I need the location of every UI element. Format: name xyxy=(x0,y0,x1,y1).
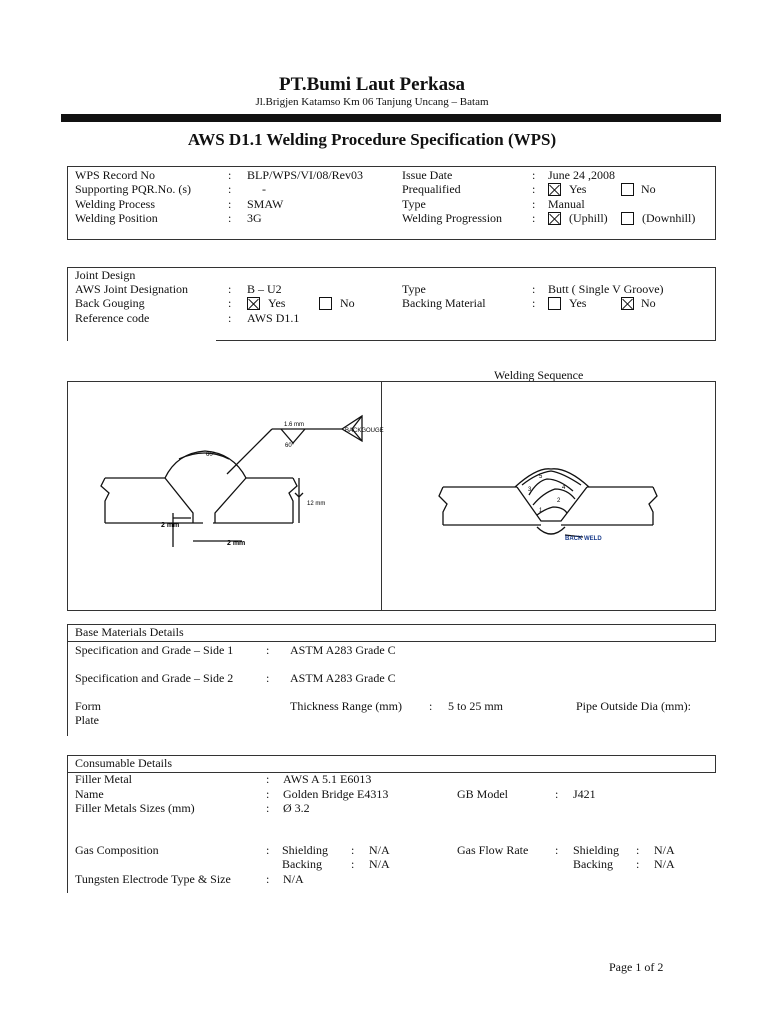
welding-process-label: Welding Process xyxy=(75,197,156,211)
prequalified-no-label: No xyxy=(641,182,656,196)
welding-process-value: SMAW xyxy=(247,197,284,211)
side2-label: Specification and Grade – Side 2 xyxy=(75,671,234,685)
flow-backing-label: Backing xyxy=(573,857,613,871)
root-face-dimension: 2 mm xyxy=(161,522,180,529)
prequalified-label: Prequalified xyxy=(402,182,461,196)
thickness-range-label: Thickness Range (mm) xyxy=(290,699,402,713)
prequalified-yes-label: Yes xyxy=(569,182,587,196)
gas-composition-label: Gas Composition xyxy=(75,843,159,857)
tungsten-electrode-label: Tungsten Electrode Type & Size xyxy=(75,872,231,886)
pass-3-label: 3 xyxy=(528,487,532,493)
filler-sizes-value: Ø 3.2 xyxy=(283,801,310,815)
filler-sizes-label: Filler Metals Sizes (mm) xyxy=(75,801,195,815)
joint-design-box xyxy=(67,267,716,341)
angle-60-right: 60° xyxy=(285,443,295,449)
gap-dimension: 2 mm xyxy=(227,540,246,547)
tungsten-electrode-value: N/A xyxy=(283,872,304,886)
type-value: Manual xyxy=(548,197,585,211)
pqr-label: Supporting PQR.No. (s) xyxy=(75,182,192,196)
back-gouging-no-label: No xyxy=(340,296,355,310)
company-address: Jl.Brigjen Katamso Km 06 Tanjung Uncang – Batam xyxy=(255,96,489,108)
joint-type-value: Butt ( Single V Groove) xyxy=(548,282,664,296)
back-gouging-yes-checkbox[interactable] xyxy=(247,297,260,310)
document-title: AWS D1.1 Welding Procedure Specification (WPS) xyxy=(187,130,557,149)
backing-gas-value: N/A xyxy=(369,857,390,871)
backing-no-label: No xyxy=(641,296,656,310)
downhill-checkbox[interactable] xyxy=(621,212,634,225)
backing-gas-label: Backing xyxy=(282,857,322,871)
pqr-value: - xyxy=(262,182,266,196)
shielding-value: N/A xyxy=(369,843,390,857)
wps-record-label: WPS Record No xyxy=(75,168,155,182)
side1-value: ASTM A283 Grade C xyxy=(290,643,396,657)
backing-yes-checkbox[interactable] xyxy=(548,297,561,310)
angle-60-left: 60° xyxy=(206,452,216,458)
pass-2-label: 2 xyxy=(557,498,561,504)
flow-shielding-label: Shielding xyxy=(573,843,620,857)
wps-record-value: BLP/WPS/VI/08/Rev03 xyxy=(247,168,364,182)
gas-flow-rate-label: Gas Flow Rate xyxy=(457,843,529,857)
backing-yes-label: Yes xyxy=(569,296,587,310)
welding-position-value: 3G xyxy=(247,211,262,225)
base-materials-label: Base Materials Details xyxy=(75,625,184,639)
company-name: PT.Bumi Laut Perkasa xyxy=(279,74,465,95)
backgouge-label: BACKGOUGE xyxy=(345,428,384,434)
pass-4-label: 4 xyxy=(562,485,566,491)
backing-no-checkbox[interactable] xyxy=(621,297,634,310)
root-gap-dimension: 1.6 mm xyxy=(284,422,305,428)
type-label: Type xyxy=(402,197,426,211)
filler-metal-label: Filler Metal xyxy=(75,772,132,786)
welding-sequence-label: Welding Sequence xyxy=(494,368,584,382)
reference-code-value: AWS D1.1 xyxy=(247,311,300,325)
joint-designation-value: B – U2 xyxy=(247,282,282,296)
back-weld-label: BACK WELD xyxy=(565,536,602,542)
page-number: Page 1 of 2 xyxy=(609,960,664,974)
header-rule xyxy=(61,114,721,122)
side2-value: ASTM A283 Grade C xyxy=(290,671,396,685)
uphill-label: (Uphill) xyxy=(569,211,608,225)
form-value: Plate xyxy=(75,713,99,727)
back-gouging-yes-label: Yes xyxy=(268,296,286,310)
prequalified-yes-checkbox[interactable] xyxy=(548,183,561,196)
welding-sequence-drawing xyxy=(439,469,657,537)
downhill-label: (Downhill) xyxy=(642,211,696,225)
joint-type-label: Type xyxy=(402,282,426,296)
backing-material-label: Backing Material xyxy=(402,296,486,310)
welding-position-label: Welding Position xyxy=(75,211,158,225)
reference-code-label: Reference code xyxy=(75,311,150,325)
name-value: Golden Bridge E4313 xyxy=(283,787,389,801)
pipe-outside-dia-label: Pipe Outside Dia (mm): xyxy=(576,699,691,713)
joint-diagrams xyxy=(67,381,716,611)
prequalified-no-checkbox[interactable] xyxy=(621,183,634,196)
flow-backing-value: N/A xyxy=(654,857,675,871)
pass-1-label: 1 xyxy=(539,508,543,514)
shielding-label: Shielding xyxy=(282,843,329,857)
groove-joint-drawing xyxy=(101,416,362,547)
pass-5-label: 5 xyxy=(539,474,543,480)
issue-date-label: Issue Date xyxy=(402,168,453,182)
side1-label: Specification and Grade – Side 1 xyxy=(75,643,234,657)
joint-designation-label: AWS Joint Designation xyxy=(75,282,189,296)
consumables-label: Consumable Details xyxy=(75,756,172,770)
back-gouging-no-checkbox[interactable] xyxy=(319,297,332,310)
form-label: Form xyxy=(75,699,102,713)
name-label: Name xyxy=(75,787,104,801)
welding-progression-label: Welding Progression xyxy=(402,211,503,225)
filler-metal-value: AWS A 5.1 E6013 xyxy=(283,772,372,786)
thickness-range-value: 5 to 25 mm xyxy=(448,699,504,713)
thickness-dimension: 12 mm xyxy=(307,501,326,507)
back-gouging-label: Back Gouging xyxy=(75,296,145,310)
joint-design-label: Joint Design xyxy=(75,268,136,282)
issue-date-value: June 24 ,2008 xyxy=(548,168,615,182)
uphill-checkbox[interactable] xyxy=(548,212,561,225)
flow-shielding-value: N/A xyxy=(654,843,675,857)
gb-model-label: GB Model xyxy=(457,787,508,801)
gb-model-value: J421 xyxy=(573,787,596,801)
